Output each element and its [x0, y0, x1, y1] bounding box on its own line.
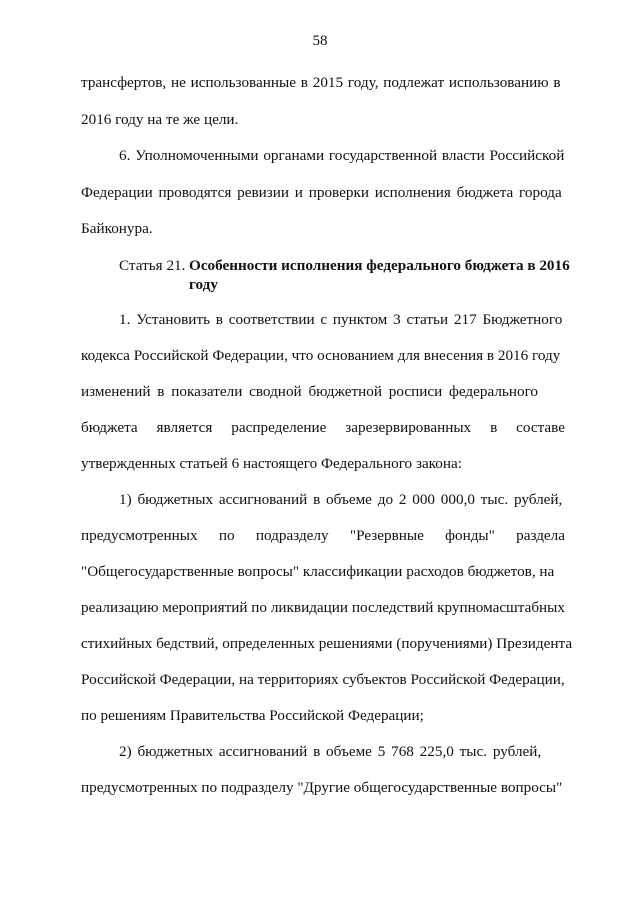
word: фонды"	[445, 527, 495, 544]
word: составе	[516, 419, 565, 436]
word: бюджета	[81, 419, 138, 436]
paragraph-line: Федерации проводятся ревизии и проверки исполнения бюджета города	[81, 184, 562, 201]
word: в	[490, 419, 498, 436]
paragraph-line: Байконура.	[81, 220, 153, 237]
paragraph-line: трансфертов, не использованные в 2015 году, подлежат использованию в	[81, 74, 561, 91]
word: "Резервные	[349, 527, 424, 544]
paragraph-line: "Общегосударственные вопросы" классификации расходов бюджетов, на	[81, 563, 555, 580]
article-title-continued: году	[189, 276, 218, 293]
paragraph-line: 1. Установить в соответствии с пунктом 3 статьи 217 Бюджетного	[119, 311, 563, 328]
article-label: Статья 21.	[119, 257, 186, 274]
article-title: Особенности исполнения федерального бюджета в 2016	[189, 257, 570, 274]
word: подразделу	[255, 527, 329, 544]
paragraph-line: 2) бюджетных ассигнований в объеме 5 768 225,0 тыс. рублей,	[119, 743, 542, 760]
paragraph-line: изменений в показатели сводной бюджетной росписи федерального	[81, 383, 539, 400]
paragraph-line: 6. Уполномоченными органами государственной власти Российской	[119, 147, 565, 164]
paragraph-line: утвержденных статьей 6 настоящего Федерального закона:	[81, 455, 462, 472]
paragraph-line: реализацию мероприятий по ликвидации последствий крупномасштабных	[81, 599, 565, 616]
justified-line	[81, 526, 565, 546]
word: распределение	[231, 419, 327, 436]
word: предусмотренных	[81, 527, 198, 544]
word: раздела	[516, 527, 565, 544]
paragraph-line: по решениям Правительства Российской Федерации;	[81, 707, 424, 724]
word: является	[156, 419, 213, 436]
paragraph-line: Российской Федерации, на территориях субъектов Российской Федерации,	[81, 671, 565, 688]
page-number: 58	[312, 33, 328, 49]
paragraph-line: 2016 году на те же цели.	[81, 111, 239, 128]
justified-line	[81, 418, 565, 438]
word: по	[218, 527, 235, 544]
word: зарезервированных	[345, 419, 472, 436]
paragraph-line: предусмотренных по подразделу "Другие общегосударственные вопросы"	[81, 779, 563, 796]
paragraph-line: стихийных бедствий, определенных решениями (поручениями) Президента	[81, 635, 573, 652]
paragraph-line: 1) бюджетных ассигнований в объеме до 2 000 000,0 тыс. рублей,	[119, 491, 563, 508]
paragraph-line: кодекса Российской Федерации, что основанием для внесения в 2016 году	[81, 347, 561, 364]
